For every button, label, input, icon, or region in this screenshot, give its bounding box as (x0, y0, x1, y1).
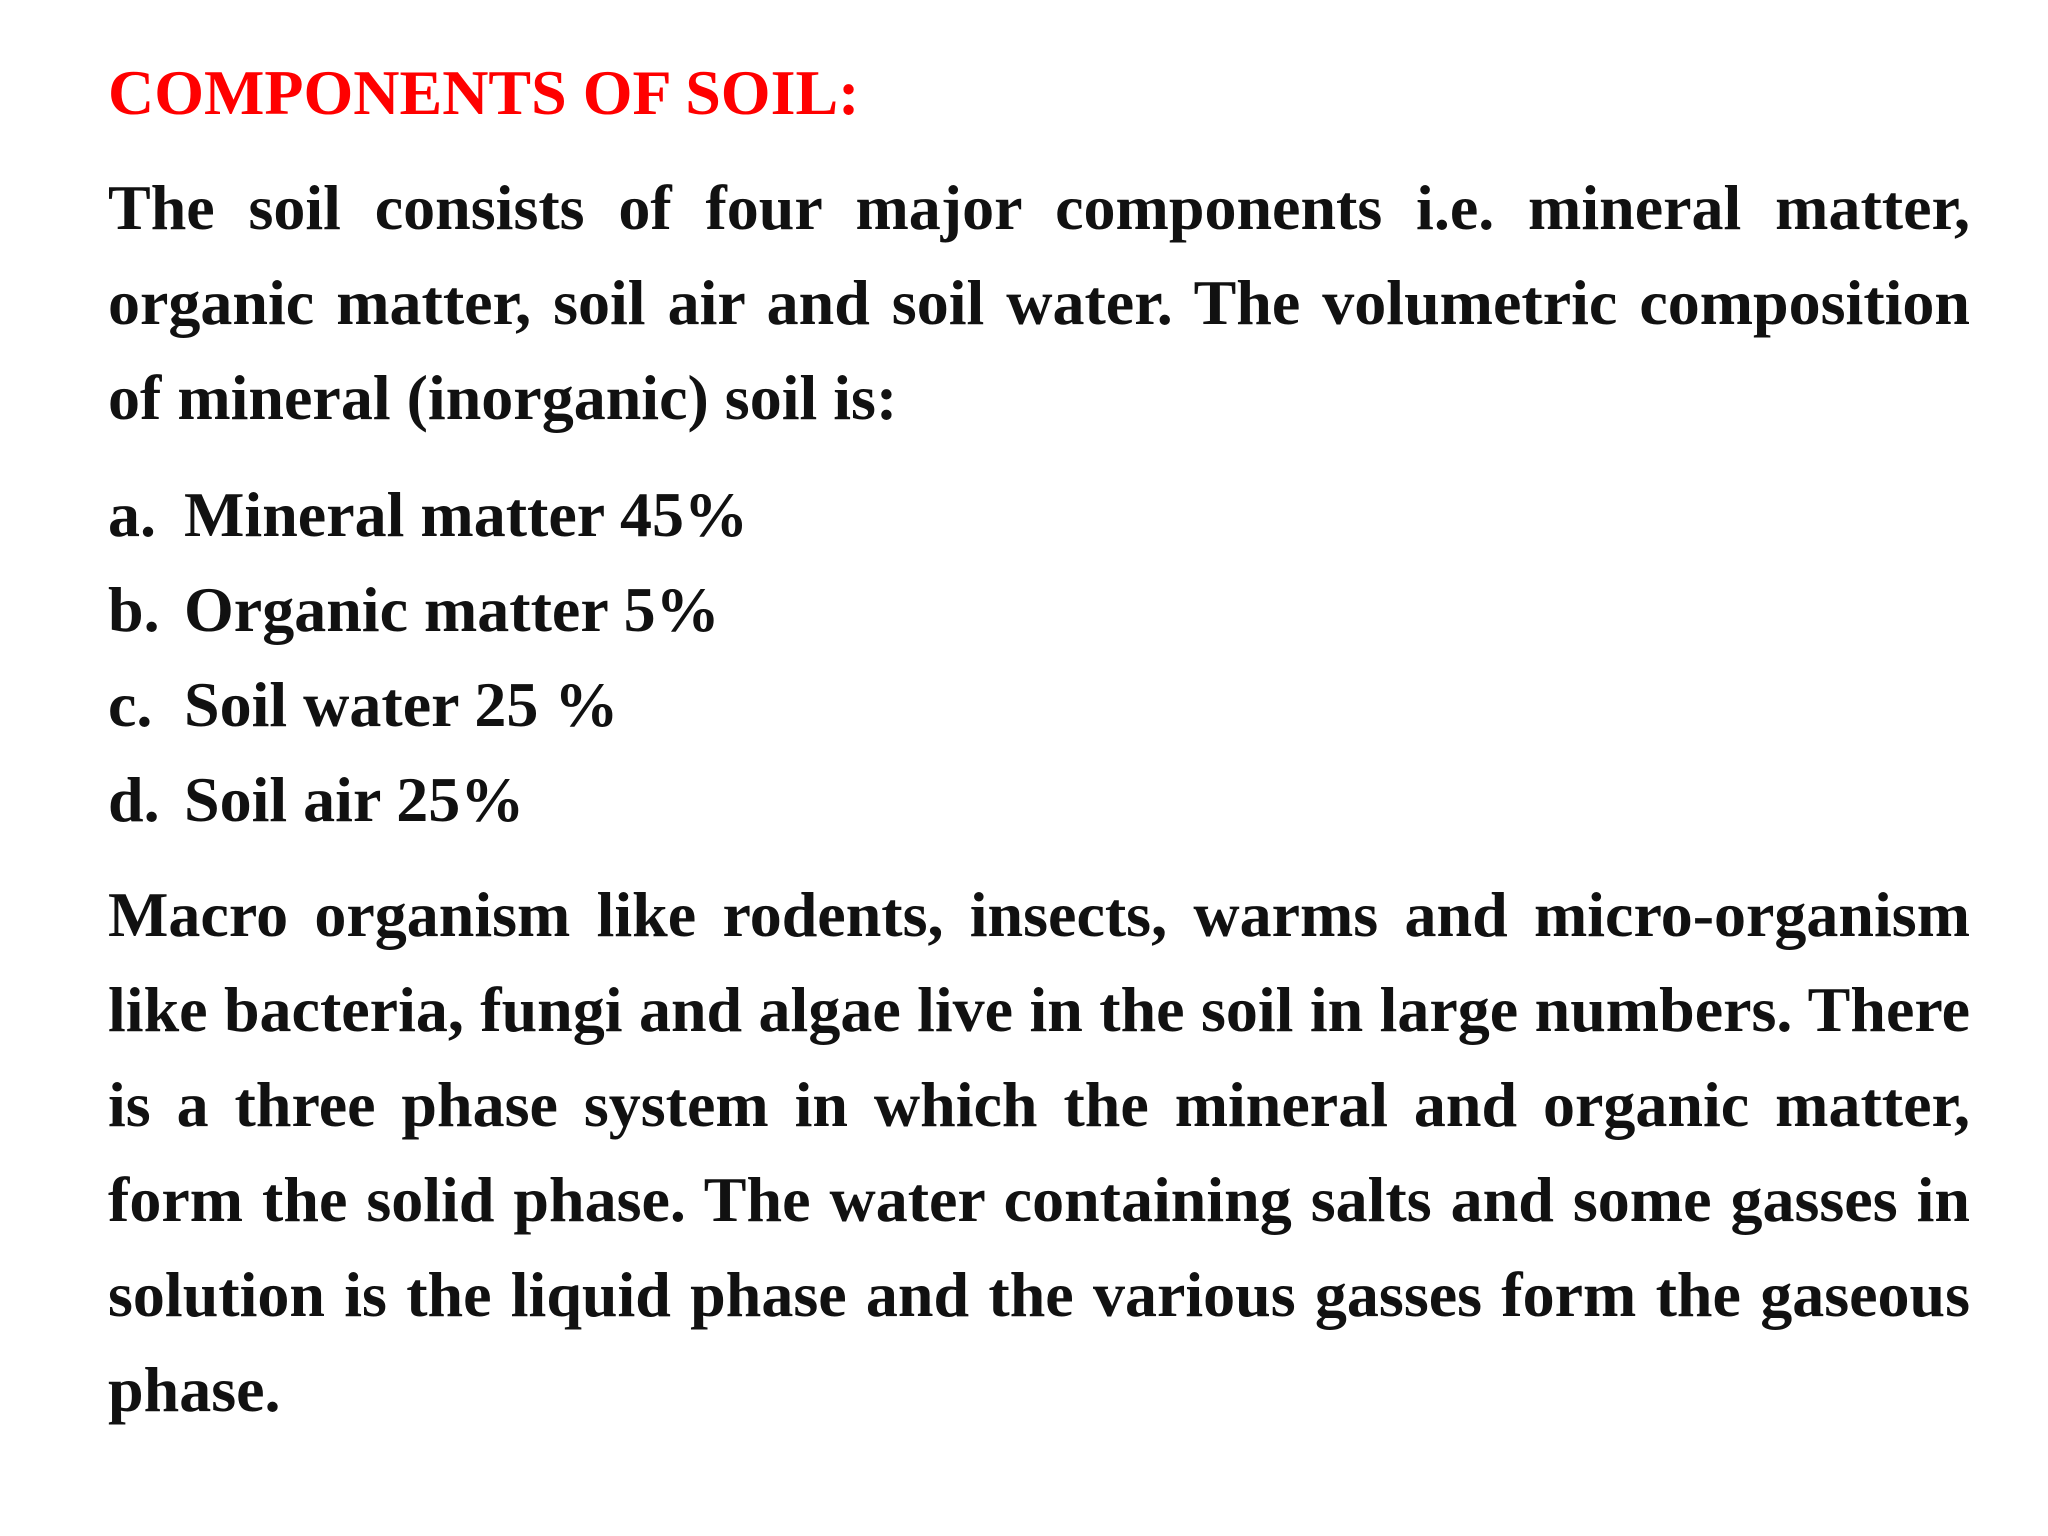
list-marker: b. (108, 574, 160, 645)
list-item (108, 657, 1970, 752)
list-item-text: Organic matter 5% (184, 574, 720, 645)
list-item (108, 467, 1970, 562)
list-marker: a. (108, 479, 156, 550)
component-list (108, 467, 1970, 847)
slide-title: COMPONENTS OF SOIL: (108, 57, 860, 128)
list-item-text: Soil air 25% (184, 764, 525, 835)
slide-content (108, 48, 1970, 1437)
list-item-text: Mineral matter 45% (184, 479, 748, 550)
body-paragraph: Macro organism like rodents, insects, warms and micro-organism like bacteria, fungi and algae live in the soil in large numbers. There is a three phase system in which the mineral and organic matter, form the solid phase. The water containing salts and some gasses in solution is the liquid phase and the various gasses form the gaseous phase. (108, 879, 1970, 1425)
list-item-text: Soil water 25 % (184, 669, 619, 740)
list-item (108, 562, 1970, 657)
intro-paragraph: The soil consists of four major components i.e. mineral matter, organic matter, soil air and soil water. The volumetric composition of mineral (inorganic) soil is: (108, 172, 1970, 433)
list-marker: c. (108, 669, 153, 740)
list-item (108, 752, 1970, 847)
list-marker: d. (108, 764, 160, 835)
